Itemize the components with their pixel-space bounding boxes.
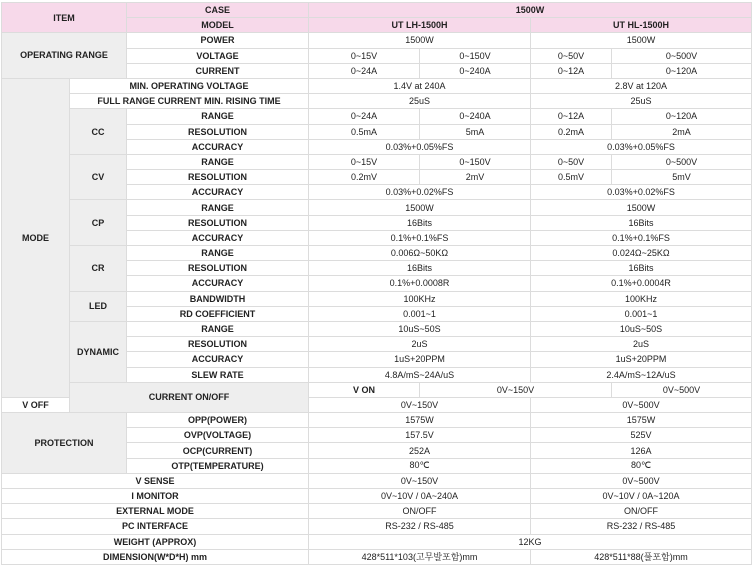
led-bandwidth-row bbox=[2, 291, 752, 306]
cr-range-label: RANGE bbox=[127, 246, 309, 261]
model-b-current-high: 0~120A bbox=[612, 63, 752, 78]
cv-resolution-label: RESOLUTION bbox=[127, 170, 309, 185]
model-b-ocp: 126A bbox=[531, 443, 752, 458]
model-a-cc-range-high: 0~240A bbox=[420, 109, 531, 124]
model-a-voff: 0V~150V bbox=[309, 397, 531, 412]
model-b-cv-accuracy: 0.03%+0.02%FS bbox=[531, 185, 752, 200]
rising-time-row bbox=[2, 94, 752, 109]
led-rd-label: RD COEFFICIENT bbox=[127, 306, 309, 321]
power-label: POWER bbox=[127, 33, 309, 48]
dynamic-slew-label: SLEW RATE bbox=[127, 367, 309, 382]
model-a-dimension: 428*511*103(고무발포함)mm bbox=[309, 549, 531, 564]
model-a-cp-resolution: 16Bits bbox=[309, 215, 531, 230]
model-b-min-voltage: 2.8V at 120A bbox=[531, 78, 752, 93]
model-a-cr-range: 0.006Ω~50KΩ bbox=[309, 246, 531, 261]
model-b-led-rd: 0.001~1 bbox=[531, 306, 752, 321]
external-mode-label: EXTERNAL MODE bbox=[2, 504, 309, 519]
dynamic-range-row bbox=[2, 321, 752, 336]
model-a-ovp: 157.5V bbox=[309, 428, 531, 443]
model-a-cc-res-high: 5mA bbox=[420, 124, 531, 139]
current-onoff-label: CURRENT ON/OFF bbox=[70, 382, 309, 412]
power-class-header: 1500W bbox=[309, 3, 752, 18]
external-mode-row bbox=[2, 504, 752, 519]
dynamic-label: DYNAMIC bbox=[70, 321, 127, 382]
model-b-cp-range: 1500W bbox=[531, 200, 752, 215]
cv-range-row bbox=[2, 154, 752, 169]
cc-resolution-label: RESOLUTION bbox=[127, 124, 309, 139]
model-a-voltage-low: 0~15V bbox=[309, 48, 420, 63]
cp-range-label: RANGE bbox=[127, 200, 309, 215]
led-bandwidth-label: BANDWIDTH bbox=[127, 291, 309, 306]
header-row-case bbox=[2, 3, 752, 18]
cc-range-row bbox=[2, 109, 752, 124]
model-b-voff: 0V~500V bbox=[531, 397, 752, 412]
model-b-dynamic-slew: 2.4A/mS~12A/uS bbox=[531, 367, 752, 382]
model-b-cc-range-high: 0~120A bbox=[612, 109, 752, 124]
model-a-rising-time: 25uS bbox=[309, 94, 531, 109]
model-b-cp-resolution: 16Bits bbox=[531, 215, 752, 230]
model-b-header: UT HL-1500H bbox=[531, 18, 752, 33]
model-b-cr-range: 0.024Ω~25KΩ bbox=[531, 246, 752, 261]
model-b-cc-range-low: 0~12A bbox=[531, 109, 612, 124]
model-b-dynamic-range: 10uS~50S bbox=[531, 321, 752, 336]
model-a-pc-interface: RS-232 / RS-485 bbox=[309, 519, 531, 534]
operating-range-label: OPERATING RANGE bbox=[2, 33, 127, 79]
model-a-dynamic-slew: 4.8A/mS~24A/uS bbox=[309, 367, 531, 382]
model-a-led-bandwidth: 100KHz bbox=[309, 291, 531, 306]
model-a-dynamic-accuracy: 1uS+20PPM bbox=[309, 352, 531, 367]
model-a-cr-accuracy: 0.1%+0.0008R bbox=[309, 276, 531, 291]
model-b-pc-interface: RS-232 / RS-485 bbox=[531, 519, 752, 534]
spec-table bbox=[1, 2, 752, 565]
cp-resolution-label: RESOLUTION bbox=[127, 215, 309, 230]
cr-range-row bbox=[2, 246, 752, 261]
model-b-i-monitor: 0V~10V / 0A~120A bbox=[531, 489, 752, 504]
model-b-cc-res-high: 2mA bbox=[612, 124, 752, 139]
v-sense-label: V SENSE bbox=[2, 473, 309, 488]
model-b-cv-range-high: 0~500V bbox=[612, 154, 752, 169]
model-a-cv-range-low: 0~15V bbox=[309, 154, 420, 169]
model-b-ovp: 525V bbox=[531, 428, 752, 443]
model-b-cv-res-low: 0.5mV bbox=[531, 170, 612, 185]
model-b-cr-resolution: 16Bits bbox=[531, 261, 752, 276]
model-a-cr-resolution: 16Bits bbox=[309, 261, 531, 276]
voff-label: V OFF bbox=[2, 397, 70, 412]
model-a-cc-range-low: 0~24A bbox=[309, 109, 420, 124]
ovp-label: OVP(VOLTAGE) bbox=[127, 428, 309, 443]
model-b-dimension: 428*511*88(풀포함)mm bbox=[531, 549, 752, 564]
model-b-external-mode: ON/OFF bbox=[531, 504, 752, 519]
cv-label: CV bbox=[70, 154, 127, 200]
model-b-cc-res-low: 0.2mA bbox=[531, 124, 612, 139]
protection-label: PROTECTION bbox=[2, 413, 127, 474]
model-a-dynamic-range: 10uS~50S bbox=[309, 321, 531, 336]
pc-interface-row bbox=[2, 519, 752, 534]
led-label: LED bbox=[70, 291, 127, 321]
model-a-min-voltage: 1.4V at 240A bbox=[309, 78, 531, 93]
weight-value: 12KG bbox=[309, 534, 752, 549]
model-a-cc-res-low: 0.5mA bbox=[309, 124, 420, 139]
model-a-power: 1500W bbox=[309, 33, 531, 48]
cc-accuracy-label: ACCURACY bbox=[127, 139, 309, 154]
model-b-von: 0V~500V bbox=[612, 382, 752, 397]
model-b-voltage-low: 0~50V bbox=[531, 48, 612, 63]
ocp-label: OCP(CURRENT) bbox=[127, 443, 309, 458]
model-a-header: UT LH-1500H bbox=[309, 18, 531, 33]
model-a-dynamic-resolution: 2uS bbox=[309, 337, 531, 352]
model-a-cp-accuracy: 0.1%+0.1%FS bbox=[309, 230, 531, 245]
model-a-v-sense: 0V~150V bbox=[309, 473, 531, 488]
model-a-opp: 1575W bbox=[309, 413, 531, 428]
model-a-current-high: 0~240A bbox=[420, 63, 531, 78]
model-a-cp-range: 1500W bbox=[309, 200, 531, 215]
model-b-cp-accuracy: 0.1%+0.1%FS bbox=[531, 230, 752, 245]
model-b-voltage-high: 0~500V bbox=[612, 48, 752, 63]
model-a-led-rd: 0.001~1 bbox=[309, 306, 531, 321]
model-a-external-mode: ON/OFF bbox=[309, 504, 531, 519]
model-a-cv-accuracy: 0.03%+0.02%FS bbox=[309, 185, 531, 200]
min-voltage-row bbox=[2, 78, 752, 93]
model-a-voltage-high: 0~150V bbox=[420, 48, 531, 63]
model-a-i-monitor: 0V~10V / 0A~240A bbox=[309, 489, 531, 504]
model-a-otp: 80℃ bbox=[309, 458, 531, 473]
item-header: ITEM bbox=[2, 3, 127, 33]
model-b-dynamic-resolution: 2uS bbox=[531, 337, 752, 352]
pc-interface-label: PC INTERFACE bbox=[2, 519, 309, 534]
model-a-current-low: 0~24A bbox=[309, 63, 420, 78]
cv-range-label: RANGE bbox=[127, 154, 309, 169]
operating-power-row bbox=[2, 33, 752, 48]
model-b-led-bandwidth: 100KHz bbox=[531, 291, 752, 306]
model-b-rising-time: 25uS bbox=[531, 94, 752, 109]
model-b-v-sense: 0V~500V bbox=[531, 473, 752, 488]
weight-row bbox=[2, 534, 752, 549]
von-label: V ON bbox=[309, 382, 420, 397]
weight-label: WEIGHT (APPROX) bbox=[2, 534, 309, 549]
cr-resolution-label: RESOLUTION bbox=[127, 261, 309, 276]
cp-range-row bbox=[2, 200, 752, 215]
cv-accuracy-label: ACCURACY bbox=[127, 185, 309, 200]
model-a-ocp: 252A bbox=[309, 443, 531, 458]
model-header: MODEL bbox=[127, 18, 309, 33]
i-monitor-row bbox=[2, 489, 752, 504]
otp-label: OTP(TEMPERATURE) bbox=[127, 458, 309, 473]
model-a-cv-res-low: 0.2mV bbox=[309, 170, 420, 185]
model-b-current-low: 0~12A bbox=[531, 63, 612, 78]
opp-row bbox=[2, 413, 752, 428]
model-b-opp: 1575W bbox=[531, 413, 752, 428]
dimension-row bbox=[2, 549, 752, 564]
case-header: CASE bbox=[127, 3, 309, 18]
cc-range-label: RANGE bbox=[127, 109, 309, 124]
model-b-dynamic-accuracy: 1uS+20PPM bbox=[531, 352, 752, 367]
dynamic-range-label: RANGE bbox=[127, 321, 309, 336]
cr-accuracy-label: ACCURACY bbox=[127, 276, 309, 291]
mode-label: MODE bbox=[2, 78, 70, 397]
model-b-cr-accuracy: 0.1%+0.0004R bbox=[531, 276, 752, 291]
i-monitor-label: I MONITOR bbox=[2, 489, 309, 504]
model-a-cv-res-high: 2mV bbox=[420, 170, 531, 185]
opp-label: OPP(POWER) bbox=[127, 413, 309, 428]
cp-accuracy-label: ACCURACY bbox=[127, 230, 309, 245]
cr-label: CR bbox=[70, 246, 127, 292]
model-b-cc-accuracy: 0.03%+0.05%FS bbox=[531, 139, 752, 154]
model-a-von: 0V~150V bbox=[420, 382, 612, 397]
v-sense-row bbox=[2, 473, 752, 488]
model-b-otp: 80℃ bbox=[531, 458, 752, 473]
dimension-label: DIMENSION(W*D*H) mm bbox=[2, 549, 309, 564]
von-row bbox=[2, 382, 752, 397]
model-b-power: 1500W bbox=[531, 33, 752, 48]
rising-time-label: FULL RANGE CURRENT MIN. RISING TIME bbox=[70, 94, 309, 109]
current-label: CURRENT bbox=[127, 63, 309, 78]
dynamic-accuracy-label: ACCURACY bbox=[127, 352, 309, 367]
voltage-label: VOLTAGE bbox=[127, 48, 309, 63]
cc-label: CC bbox=[70, 109, 127, 155]
cp-label: CP bbox=[70, 200, 127, 246]
model-b-cv-range-low: 0~50V bbox=[531, 154, 612, 169]
model-b-cv-res-high: 5mV bbox=[612, 170, 752, 185]
model-a-cv-range-high: 0~150V bbox=[420, 154, 531, 169]
model-a-cc-accuracy: 0.03%+0.05%FS bbox=[309, 139, 531, 154]
min-voltage-label: MIN. OPERATING VOLTAGE bbox=[70, 78, 309, 93]
dynamic-resolution-label: RESOLUTION bbox=[127, 337, 309, 352]
